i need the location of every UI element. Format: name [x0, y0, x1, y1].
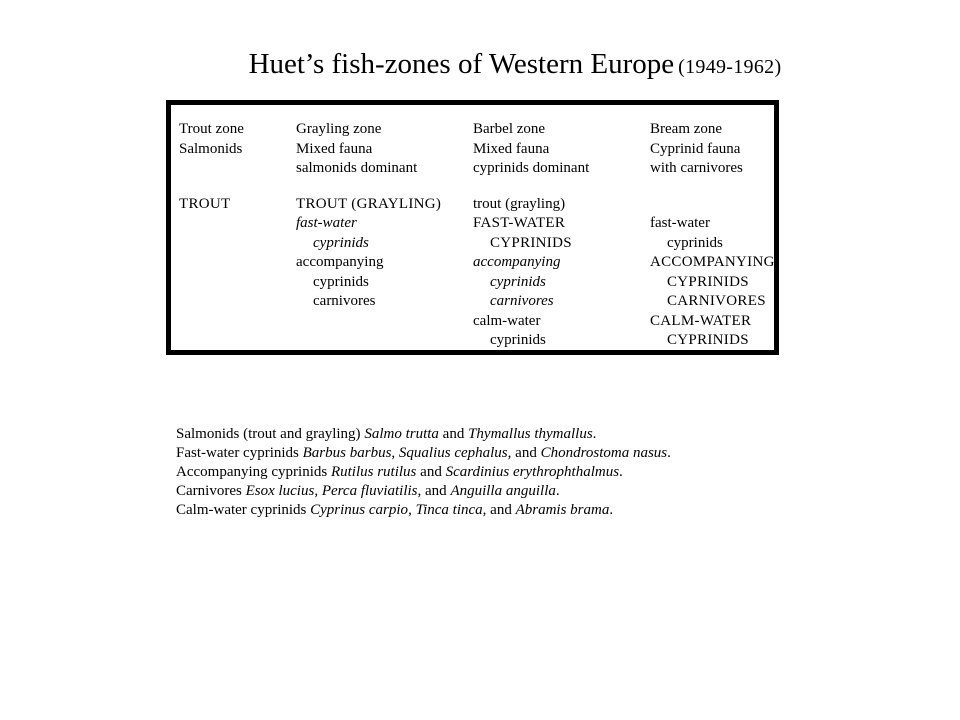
- species-group: Carnivores: [176, 483, 242, 499]
- zone-species-item: TROUT: [179, 195, 231, 212]
- species-latin-name: Esox lucius: [245, 483, 315, 499]
- zone-header: Trout zone: [179, 121, 244, 137]
- zone-species-item: carnivores: [313, 293, 376, 309]
- title-main: Huet’s fish-zones of Western Europe: [248, 48, 675, 80]
- zone-fauna: Mixed fauna: [473, 140, 550, 157]
- zone-species-item: ACCOMPANYING: [650, 254, 775, 270]
- zone-fauna: Salmonids: [179, 140, 243, 157]
- zone-spacer: [296, 179, 441, 195]
- zone-species-item: cyprinids: [667, 234, 723, 251]
- species-latin-name: Perca fluviatilis: [321, 483, 418, 499]
- species-row: [176, 463, 671, 482]
- species-latin-name: Scardinius erythrophthalmus: [445, 464, 620, 480]
- zone-species-item: calm-water: [473, 312, 541, 329]
- zone-species-item: [650, 195, 775, 215]
- zone-spacer: [179, 179, 244, 195]
- species-connector: , and: [482, 502, 516, 518]
- zone-species-item: CYPRINIDS: [667, 332, 749, 348]
- species-connector: .: [555, 483, 560, 499]
- zone-fauna: Mixed fauna: [296, 140, 373, 157]
- zone-species-item: cyprinids: [490, 332, 546, 348]
- zone-column-barbel: [473, 120, 589, 351]
- zone-species-item: CYPRINIDS: [667, 273, 749, 290]
- species-group: Fast-water cyprinids: [176, 445, 299, 461]
- species-latin-name: Tinca tinca: [415, 502, 483, 518]
- zone-header: Bream zone: [650, 121, 723, 137]
- species-connector: , and: [507, 445, 541, 461]
- zone-header: Grayling zone: [296, 121, 382, 137]
- species-connector: , and: [417, 483, 451, 499]
- zone-species-item: CYPRINIDS: [490, 234, 572, 251]
- zone-species-item: trout (grayling): [473, 195, 566, 212]
- species-connector: .: [609, 502, 614, 518]
- species-list: [176, 425, 671, 520]
- zone-fauna: cyprinids dominant: [473, 160, 590, 176]
- species-latin-name: Salmo trutta: [364, 426, 439, 442]
- zone-species-item: fast-water: [296, 215, 357, 231]
- zone-fauna: with carnivores: [650, 160, 743, 176]
- zone-spacer: [650, 179, 775, 195]
- slide-title: [0, 48, 960, 81]
- zone-species-item: cyprinids: [313, 234, 369, 251]
- zone-species-item: CALM-WATER: [650, 312, 752, 329]
- zone-column-grayling: [296, 120, 441, 312]
- species-connector: ,: [391, 445, 399, 461]
- species-latin-name: Rutilus rutilus: [330, 464, 417, 480]
- species-latin-name: Squalius cephalus: [398, 445, 508, 461]
- species-latin-name: Anguilla anguilla: [450, 483, 556, 499]
- zone-species-item: cyprinids: [490, 273, 546, 290]
- zone-species-item: accompanying: [473, 254, 561, 270]
- species-group: Accompanying cyprinids: [176, 464, 328, 480]
- zone-species-item: fast-water: [650, 215, 710, 231]
- zone-header: Barbel zone: [473, 121, 546, 137]
- species-row: [176, 444, 671, 463]
- species-row: [176, 425, 671, 444]
- zone-species-item: CARNIVORES: [667, 293, 766, 309]
- species-row: [176, 501, 671, 520]
- zone-species-item: FAST-WATER: [473, 215, 566, 231]
- zone-spacer: [473, 179, 589, 195]
- species-connector: ,: [408, 502, 416, 518]
- species-group: Salmonids (trout and grayling): [176, 426, 361, 442]
- zone-column-bream: [650, 120, 775, 351]
- zone-species-item: cyprinids: [313, 273, 369, 290]
- species-latin-name: Barbus barbus: [302, 445, 392, 461]
- species-row: [176, 482, 671, 501]
- species-latin-name: Thymallus thymallus: [468, 426, 593, 442]
- species-connector: and: [416, 464, 446, 480]
- species-latin-name: Cyprinus carpio: [310, 502, 409, 518]
- species-latin-name: Chondrostoma nasus: [540, 445, 668, 461]
- zone-column-trout: [179, 120, 244, 214]
- zone-fauna: Cyprinid fauna: [650, 140, 741, 157]
- species-group: Calm-water cyprinids: [176, 502, 307, 518]
- zone-species-item: carnivores: [490, 293, 554, 309]
- species-connector: and: [438, 426, 469, 442]
- zone-species-item: TROUT (GRAYLING): [296, 195, 442, 212]
- title-years: (1949-1962): [678, 56, 782, 78]
- species-connector: ,: [314, 483, 322, 499]
- species-connector: .: [619, 464, 623, 480]
- species-latin-name: Abramis brama: [515, 502, 610, 518]
- zone-fauna: salmonids dominant: [296, 160, 418, 176]
- zone-fauna: [179, 159, 244, 179]
- fish-zone-table: [166, 100, 779, 355]
- zone-species-item: accompanying: [296, 254, 384, 270]
- species-connector: .: [592, 426, 597, 442]
- species-connector: .: [667, 445, 671, 461]
